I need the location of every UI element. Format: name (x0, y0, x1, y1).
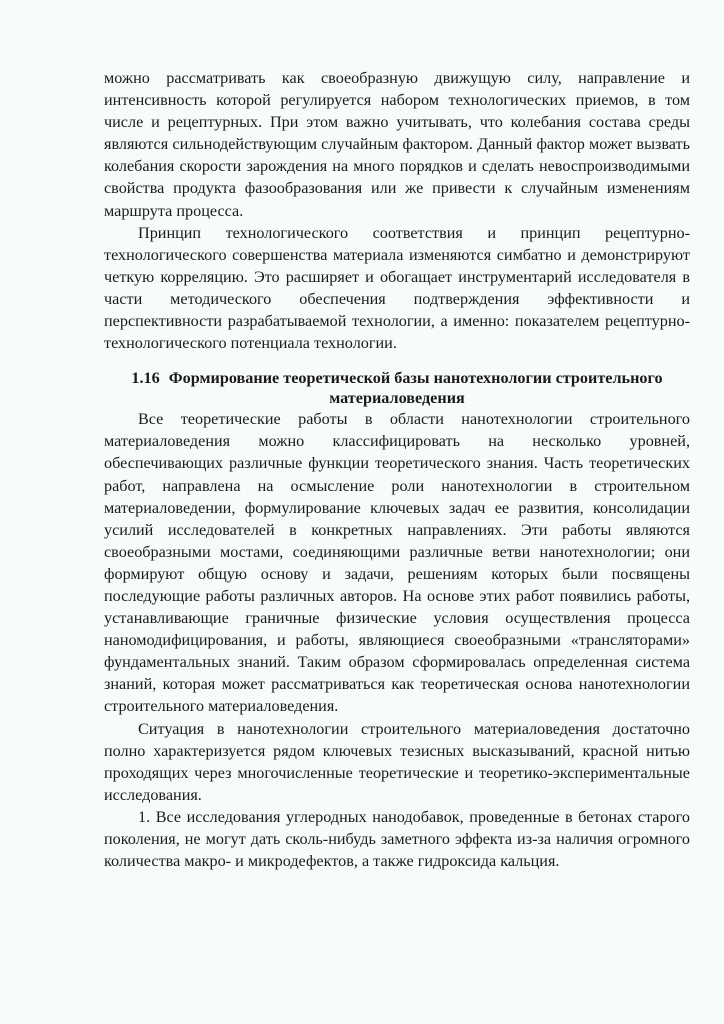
document-page (104, 67, 690, 872)
paragraph-theoretical-works: Все теоретические работы в области нанотехнологии строительного материаловедения можно классифицировать на несколько уровней, обеспечивающих различные функции теоретического знания. Часть теоретических работ, направлена на осмысление роли нанотехнологии в строительном материаловедении, формулирование ключевых задач ее развития, консолидации усилий исследователей в конкретных направлениях. Эти работы являются своеобразными мостами, соединяющими различные ветви нанотехнологии; они формируют общую основу и задачи, решениям которых были посвящены последующие работы различных авторов. На основе этих работ появились работы, устанавливающие граничные физические условия осуществления процесса наномодифицирования, и работы, являющиеся своеобразными «трансляторами» фундаментальных знаний. Таким образом сформировалась определенная система знаний, которая может рассматриваться как теоретическая основа нанотехнологии строительного материаловедения. (104, 410, 690, 716)
paragraph-principles: Принцип технологического соответствия и принцип рецептурно-технологического совершенства материала изменяются симбатно и демонстрируют четкую корреляцию. Это расширяет и обогащает инструментарий исследователя в части методического обеспечения подтверждения эффективности и перспективности разрабатываемой технологии, а именно: показателем рецептурно-технологического потенциала технологии. (104, 223, 690, 353)
section-title: Формирование теоретической базы нанотехнологии строительного материаловедения (168, 369, 663, 408)
paragraph-continuation: можно рассматривать как своеобразную движущую силу, направление и интенсивность которой регулируется набором технологических приемов, в том числе и рецептурных. При этом важно учитывать, что колебания состава среды являются сильнодействующим случайным фактором. Данный фактор может вызвать колебания скорости зарождения на много порядков и сделать невоспроизводимыми свойства продукта фазообразования или же привести к случайным изменениям маршрута процесса. (104, 69, 690, 220)
section-heading (104, 368, 690, 408)
section-number: 1.16 (131, 369, 160, 388)
paragraph-situation: Ситуация в нанотехнологии строительного материаловедения достаточно полно характеризуется рядом ключевых тезисных высказываний, красной нитью проходящих через многочисленные теоретические и теоретико-экспериментальные исследования. (104, 719, 690, 804)
paragraph-thesis-1: 1. Все исследования углеродных нанодобавок, проведенные в бетонах старого поколения, не могут дать сколь-нибудь заметного эффекта из-за наличия огромного количества макро- и микродефектов, а также гидроксида кальция. (104, 807, 690, 871)
